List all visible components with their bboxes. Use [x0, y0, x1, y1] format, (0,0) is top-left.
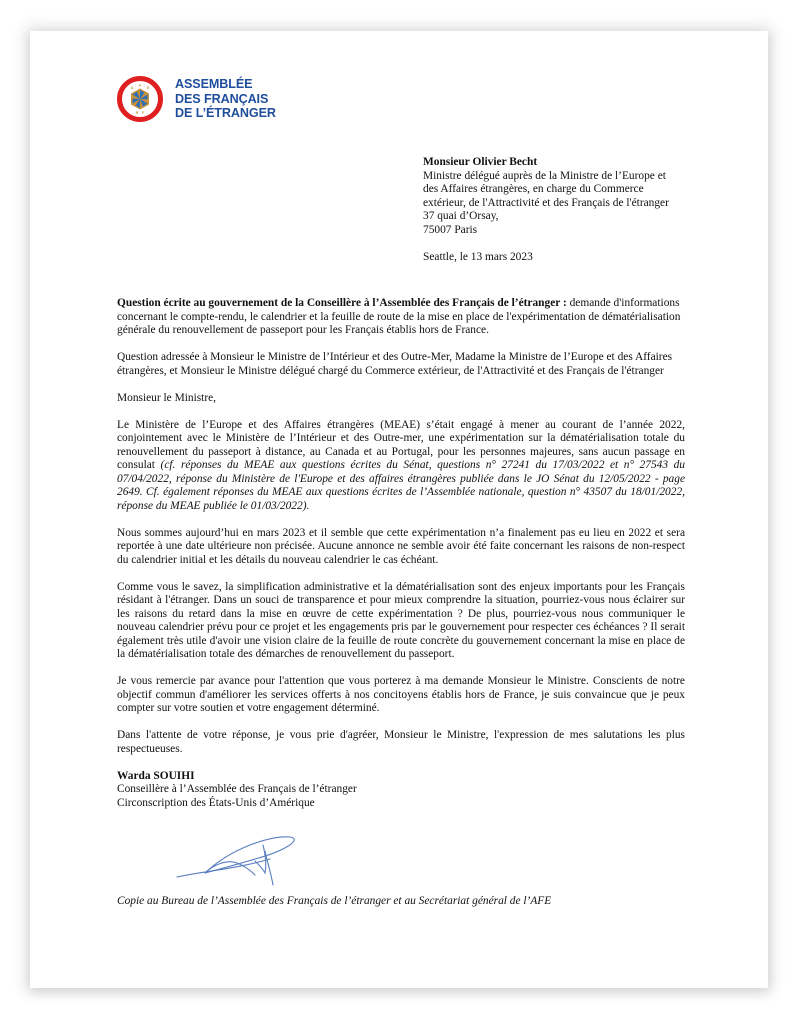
signatory-name: Warda SOUIHI — [117, 769, 195, 782]
subject-paragraph — [117, 297, 685, 338]
letter-body — [117, 297, 685, 810]
recipient-address-line-2: 75007 Paris — [423, 223, 478, 236]
paragraph-3: Comme vous le savez, la simplification administrative et la dématérialisation sont des enjeux importants pour les Français résidant à l'étranger. Dans un souci de transparence et pour mieux comprendre la situation, pourriez-vous nous éclairer sur les raisons du retard dans la mise en œuvre de cette expérimentation ? De plus, pourriez-vous nous communiquer le nouveau calendrier prévu pour ce projet et les engagements pris par le gouvernement pour respecter ces échéances ? Il serait également très utile d'avoir une vision claire de la feuille de route concrète du gouvernement concernant la mise en place de la dématérialisation totale des démarches de renouvellement du passeport. — [117, 580, 685, 660]
recipient-block — [423, 156, 713, 265]
afe-logo — [117, 76, 276, 122]
letter-page — [30, 31, 768, 988]
recipient-title-line-1: Ministre délégué auprès de la Ministre de l’Europe et — [423, 169, 666, 182]
paragraph-4: Je vous remercie par avance pour l'attention que vous porterez à ma demande Monsieur le Ministre. Conscients de notre objectif commun d'améliorer les services offerts à nos concitoyens établis hors de France, je suis convaincue que je peux compter sur votre soutien et votre engagement déterminé. — [117, 675, 685, 714]
paragraph-2: Nous sommes aujourd’hui en mars 2023 et il semble que cette expérimentation n’a finalement pas eu lieu en 2022 et sera reportée à une date ultérieure non précisée. Aucune annonce ne semble avoir été faite concernant les raisons de non-respect du calendrier initial et les détails du nouveau calendrier le cas échéant. — [117, 526, 685, 566]
letter-date: Seattle, le 13 mars 2023 — [423, 251, 533, 264]
recipient-title-line-3: extérieur, de l'Attractivité et des Français de l'étranger — [423, 196, 669, 209]
recipient-name: Monsieur Olivier Becht — [423, 156, 538, 168]
svg-text:F: F — [138, 83, 142, 88]
svg-text:R: R — [135, 111, 139, 115]
signatory-constituency: Circonscription des États-Unis d’Amérique — [117, 796, 315, 809]
paragraph-1 — [117, 419, 685, 514]
afe-logo-text — [175, 77, 276, 121]
recipient-address-line-1: 37 quai d’Orsay, — [423, 210, 499, 223]
paragraph-5: Dans l'attente de votre réponse, je vous prie d'agréer, Monsieur le Ministre, l'expression de mes salutations les plus respectueuses. — [117, 729, 685, 755]
paragraph-1-references: (cf. réponses du MEAE aux questions écrites du Sénat, questions n° 27241 du 17/03/2022 et n° 27543 du 07/04/2022, réponse du Ministère de l'Europe et des affaires étrangères publiée dans le JO Sénat du 12/05/2022 - page 2649. Cf. également réponses du MEAE aux questions écrites de l’Assemblée nationale, question n° 43507 du 18/01/2022, réponse du MEAE publiée le 01/03/2022). — [117, 459, 685, 512]
logo-line-1: ASSEMBLÉE — [175, 77, 253, 92]
signatory-block — [117, 770, 685, 811]
salutation: Monsieur le Ministre, — [117, 391, 217, 404]
copy-note: Copie au Bureau de l’Assemblée des Français de l’étranger et au Secrétariat général de l’AFE — [117, 895, 552, 907]
subject-heading: Question écrite au gouvernement de la Conseillère à l’Assemblée des Français de l’étranger : — [117, 297, 567, 309]
signatory-role: Conseillère à l’Assemblée des Français de l’étranger — [117, 783, 357, 795]
svg-text:A: A — [130, 86, 134, 90]
afe-emblem-icon — [117, 76, 163, 122]
paragraph-1-text: Le Ministère de l’Europe et des Affaires étrangères (MEAE) s’était engagé à mener au courant de l’année 2022, conjointement avec le Ministère de l’Intérieur et des Outre-mer, une expérimentation sur la dématérialisation totale du renouvellement du passeport à distance, au Canada et au Portugal, pour les personnes majeures, sans aucun passage en consulat — [117, 418, 685, 471]
handwritten-signature-icon — [175, 829, 305, 889]
svg-text:F: F — [141, 111, 145, 115]
logo-line-2: DES FRANÇAIS — [175, 91, 269, 106]
svg-text:E: E — [146, 86, 150, 90]
recipient-title-line-2: des Affaires étrangères, en charge du Commerce — [423, 183, 644, 196]
logo-line-3: DE L’ÉTRANGER — [175, 106, 276, 121]
addressed-to-paragraph: Question adressée à Monsieur le Ministre de l’Intérieur et des Outre-Mer, Madame la Ministre de l’Europe et des Affaires étrangères, et Monsieur le Ministre délégué chargé du Commerce extérieur, de l'Attractivité et des Français de l'étranger — [117, 351, 673, 377]
subject-text: demande d'informations concernant le compte-rendu, le calendrier et la feuille de route de la mise en place de l'expérimentation de dématérialisation générale du renouvellement de passeport pour les Français établis hors de France. — [117, 297, 681, 336]
